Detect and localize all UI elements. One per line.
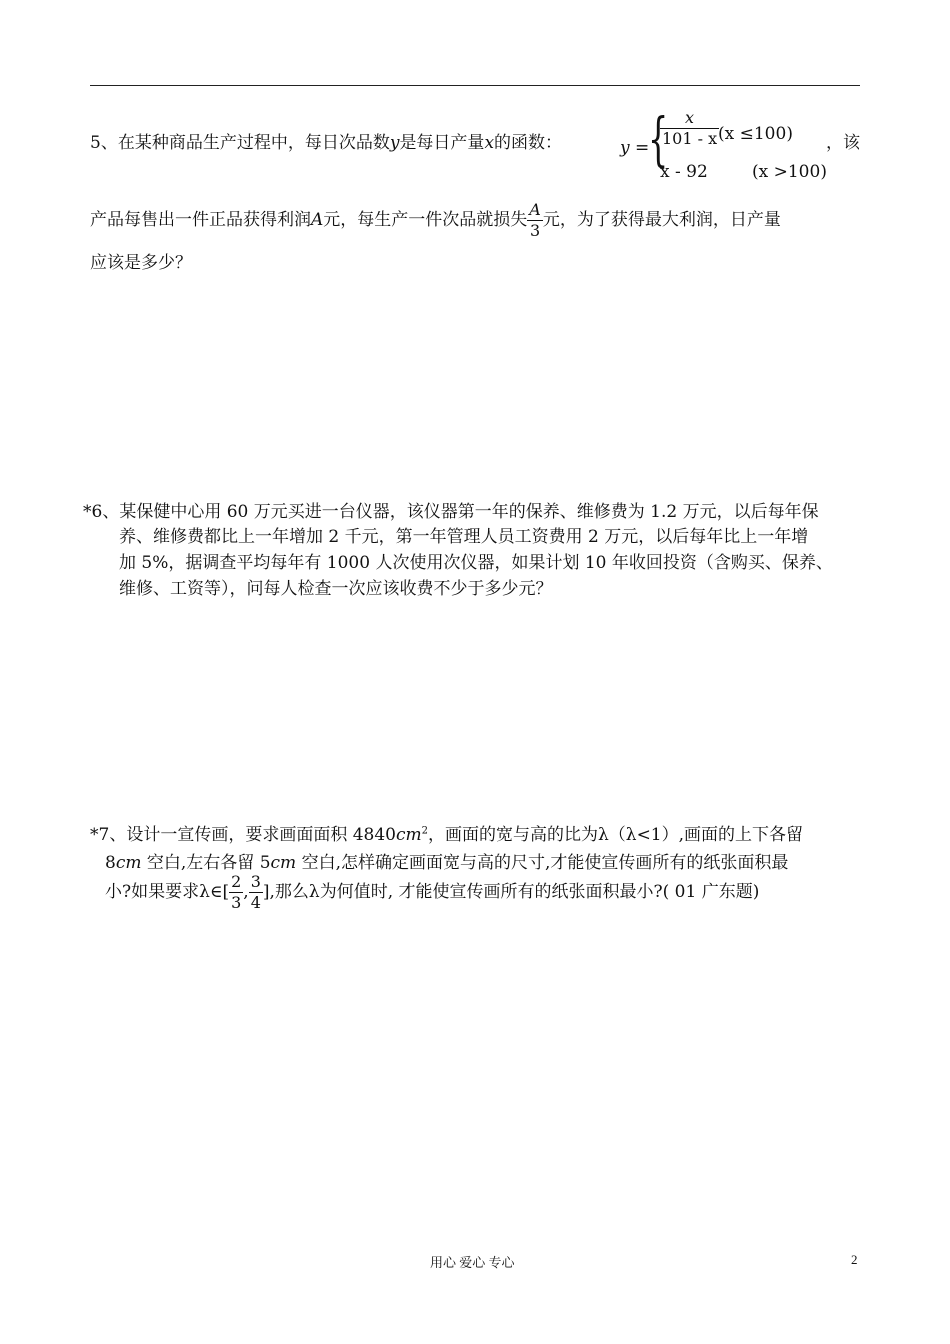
q7-frac-3-4 [249,874,263,911]
q6-line4: 维修、工资等），问每人检查一次应该收费不少于多少元？ [119,579,553,599]
q5-intro: 5、在某种商品生产过程中，每日次品数 [90,133,390,153]
q7-sup2: 2 [421,825,429,837]
q7-f2-den: 4 [250,893,261,912]
q5-frac-A3 [527,202,543,239]
q5-frac-den: 3 [529,221,541,240]
q7-line2-a: 8 [105,853,116,873]
q5-line3: 应该是多少？ [90,253,192,273]
q6-line1: *6、某保健中心用 60 万元买进一台仪器，该仪器第一年的保养、维修费为 1.2 万元，以后每年保 [83,502,819,522]
q5-case1 [660,110,719,147]
q7-line3-b: ],那么λ为何值时, 才能使宣传画所有的纸张面积最小?( 01 广东题) [262,882,760,902]
q7-line3-a: 小?如果要求λ∈[ [105,882,230,902]
q7-frac-2-3 [229,874,243,911]
q5-tail: ，该 [826,133,860,153]
q5-var-x: x [484,133,495,153]
q7-f1-den: 3 [231,893,242,912]
q5-case2-cond: (x >100) [752,162,827,182]
q5-case2-expr: x - 92 [660,162,708,182]
q5-line1 [90,128,562,153]
q7-unit-cm: cm [395,825,422,845]
q5-mid1: 是每日产量 [399,133,485,153]
footer-center: 用心 爱心 专心 [430,1255,515,1270]
q7-line1-b: ，画面的宽与高的比为λ（λ<1）,画面的上下各留 [428,825,804,845]
q5-line2 [90,202,781,239]
q5-var-y: y [389,133,400,153]
q7-line1 [90,820,803,845]
q5-case1-cond: (x ≤100) [718,124,793,144]
q5-case1-num: x [660,110,719,129]
q7-line2-cm2: cm [270,853,297,873]
q7-comma: , [243,882,249,902]
q7-line2-c: 空白,怎样确定画面宽与高的尺寸,才能使宣传画所有的纸张面积最 [296,853,789,873]
q7-line2-cm1: cm [115,853,142,873]
q7-line1-a: *7、设计一宣传画，要求画面面积 4840 [90,825,396,845]
q5-line2-c: 元，为了获得最大利润，日产量 [542,210,781,230]
header-rule [90,85,860,86]
q7-line2 [105,848,788,873]
q5-func-lhs: y = [620,138,650,158]
q7-f2-num: 3 [250,872,261,891]
q7-f1-num: 2 [231,872,242,891]
page-number: 2 [851,1252,858,1267]
q6-line2: 养、维修费都比上一年增加 2 千元，第一年管理人员工资费用 2 万元，以后每年比上一年增 [119,527,809,547]
q7-line2-b: 空白,左右各留 5 [141,853,271,873]
q5-case1-frac [660,110,719,147]
q7-line3 [105,874,759,911]
q5-line2-b: 元，每生产一件次品就损失 [323,210,528,230]
q5-case1-den: 101 - x [662,129,718,148]
q5-mid2: 的函数： [494,133,563,153]
q5-var-A: A [311,210,324,230]
q5-line2-a: 产品每售出一件正品获得利润 [90,210,311,230]
q5-frac-num: A [529,200,541,219]
q6-line3: 加 5%，据调查平均每年有 1000 人次使用次仪器，如果计划 10 年收回投资（含购买、保养、 [119,553,833,573]
q5-brace: { [648,105,669,173]
